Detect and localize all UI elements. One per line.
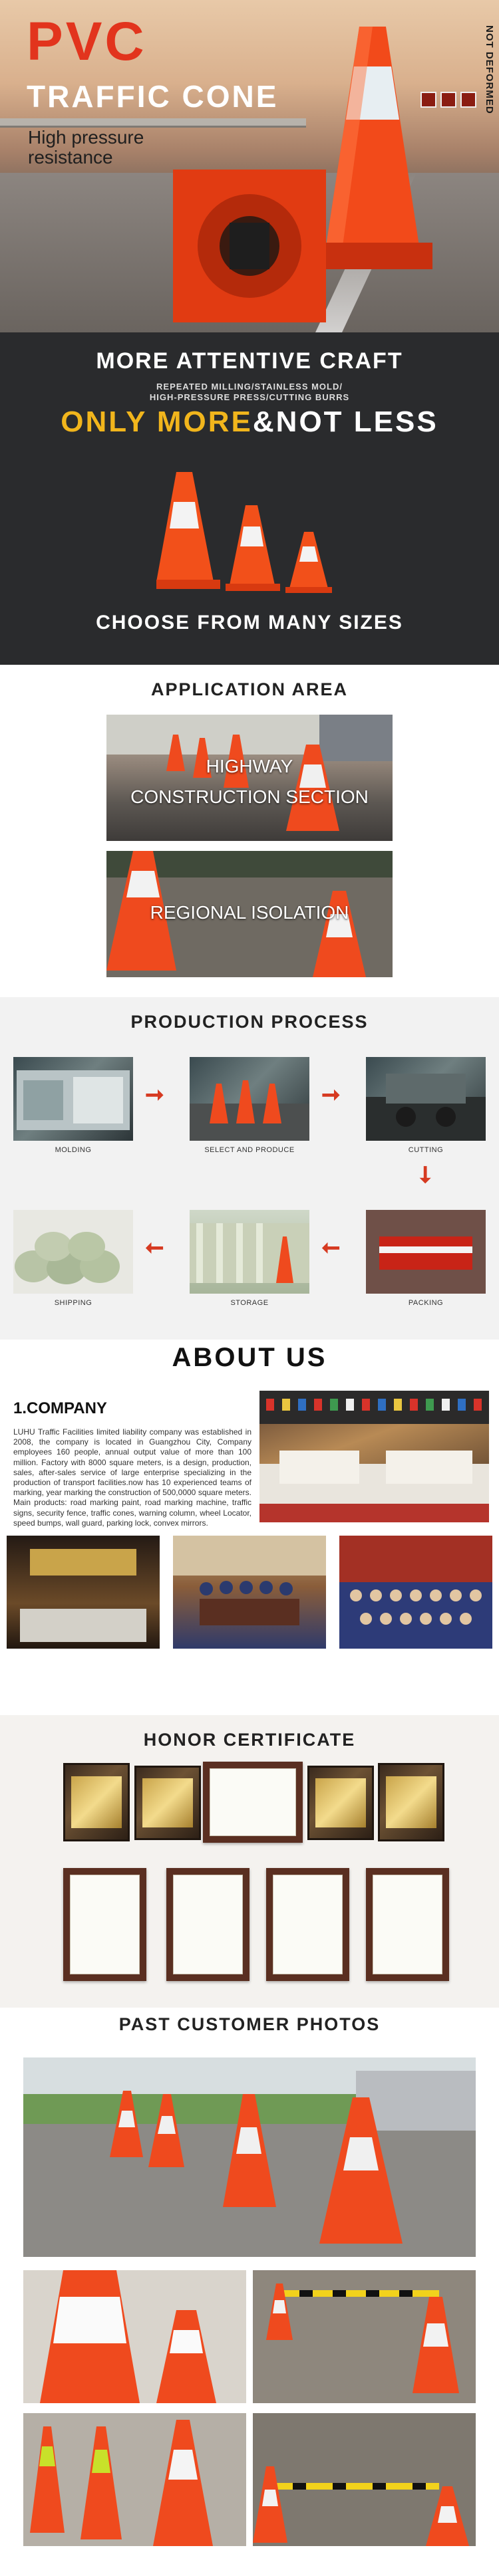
cone-sizes-image — [156, 465, 343, 598]
craft-slogan — [0, 406, 499, 439]
company-team-photo — [339, 1536, 492, 1649]
award-plaque — [378, 1763, 444, 1841]
honor-heading: HONOR CERTIFICATE — [143, 1730, 356, 1750]
hero-title-pvc: PVC — [27, 11, 147, 72]
arrow-right-icon: ➞ — [145, 1082, 164, 1108]
award-plaque — [134, 1766, 201, 1840]
road-sign-icon — [460, 92, 476, 108]
production-process-section — [0, 997, 499, 1340]
hero-title-traffic-cone: TRAFFIC CONE — [27, 79, 279, 114]
craft-detail-2: HIGH-PRESSURE PRESS/CUTTING BURRS — [149, 392, 350, 402]
process-step-molding: MOLDING — [13, 1057, 133, 1154]
slogan-part-1: ONLY MORE — [61, 406, 253, 438]
iso-certificate — [366, 1868, 449, 1981]
customer-photo-road — [23, 2057, 476, 2257]
iso-certificate — [63, 1868, 146, 1981]
process-heading: PRODUCTION PROCESS — [130, 1012, 369, 1032]
guard-rail — [0, 118, 306, 128]
application-caption-isolation: REGIONAL ISOLATION — [150, 902, 349, 923]
hero-banner — [0, 0, 499, 332]
traffic-cone-base-image — [166, 160, 333, 326]
arrow-left-icon: ➞ — [321, 1235, 341, 1260]
application-caption-highway: HIGHWAY CONSTRUCTION SECTION — [130, 756, 369, 807]
iso-certificate — [166, 1868, 250, 1981]
award-plaque — [63, 1763, 130, 1841]
company-office-photo — [259, 1391, 489, 1522]
about-heading: ABOUT US — [172, 1343, 327, 1372]
hero-subtitle: High pressure resistance — [28, 127, 144, 168]
iso-certificate — [266, 1868, 349, 1981]
customer-photo-cones-row — [23, 2413, 246, 2546]
customer-photo-barrier — [253, 2270, 476, 2403]
road-sign-icon — [440, 92, 456, 108]
craft-title: MORE ATTENTIVE CRAFT — [96, 348, 403, 374]
customer-photo-parking — [253, 2413, 476, 2546]
company-description: LUHU Traffic Facilities limited liability company was established in 2008, the company is located in Guangzhou City, Company employees 160 people, annual output value of more than 100 million. Factory with 8000 square meters, is a design, production, sales, after-sales service of large enterprise specializing in the production of transport facilities.now has 10 experienced teams of marking, year marking the construction of 500,0000 square meters. Main products: road marking paint, road marking machine, traffic signs, security fence, traffic cones, warning column, wheel Locator, speed bumps, wall guard, parking lock, convex mirrors. — [13, 1427, 251, 1528]
application-photo-isolation — [106, 851, 393, 977]
process-step-shipping: SHIPPING — [13, 1210, 133, 1307]
arrow-right-icon: ➞ — [321, 1082, 341, 1108]
choose-sizes-label: CHOOSE FROM MANY SIZES — [96, 612, 403, 634]
hero-side-label: NOT DEFORMED — [484, 25, 495, 114]
customer-photo-closeup — [23, 2270, 246, 2403]
arrow-down-icon: ➞ — [413, 1165, 438, 1185]
slogan-part-2: &NOT LESS — [252, 406, 438, 438]
customer-heading: PAST CUSTOMER PHOTOS — [118, 2014, 381, 2034]
company-meeting-photo — [173, 1536, 326, 1649]
award-certificate — [203, 1762, 303, 1843]
craft-section — [0, 332, 499, 665]
honor-section — [0, 1715, 499, 2008]
process-step-cutting: CUTTING — [366, 1057, 486, 1154]
award-plaque — [307, 1766, 374, 1840]
process-step-storage: STORAGE — [190, 1210, 309, 1307]
process-step-select: SELECT AND PRODUCE — [190, 1057, 309, 1154]
company-heading: 1.COMPANY — [13, 1399, 107, 1417]
craft-detail-1: REPEATED MILLING/STAINLESS MOLD/ — [156, 382, 343, 392]
application-photo-highway — [106, 715, 393, 841]
process-step-packing: PACKING — [366, 1210, 486, 1307]
company-lobby-photo — [7, 1536, 160, 1649]
application-heading: APPLICATION AREA — [150, 679, 348, 699]
arrow-left-icon: ➞ — [145, 1235, 164, 1260]
